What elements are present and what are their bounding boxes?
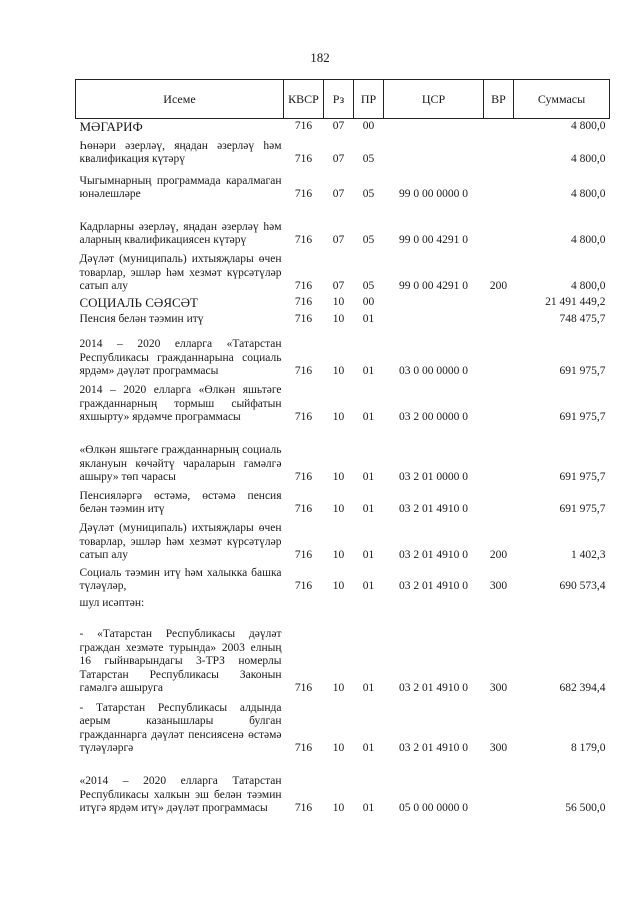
row-rz: 07	[332, 280, 345, 292]
row-vr	[484, 310, 514, 327]
table-row	[76, 696, 610, 756]
table-row	[76, 119, 610, 134]
row-vr	[484, 119, 514, 134]
table-row	[76, 425, 610, 485]
row-vr	[484, 294, 514, 310]
budget-table	[75, 79, 610, 816]
row-name: Пенсия белән тәэмин итү	[79, 313, 204, 325]
row-rz: 10	[332, 411, 345, 423]
row-rz: 10	[332, 802, 345, 814]
row-name: Дәүләт (муниципаль) ихтыяҗлары өчен товарлар, эшләр һәм хезмәт күрсәтүләр сатып алу	[79, 522, 282, 561]
row-csr: 03 2 01 4910 0	[399, 549, 468, 561]
row-csr: 03 2 00 0000 0	[399, 411, 468, 423]
row-pr: 00	[362, 120, 375, 132]
row-csr: 03 2 01 0000 0	[399, 471, 468, 483]
row-vr	[484, 202, 514, 248]
row-sum	[514, 594, 610, 611]
row-name: Дәүләт (муниципаль) ихтыяҗлары өчен товарлар, эшләр һәм хезмәт күрсәтүләр сатып алу	[79, 253, 282, 292]
row-pr: 05	[362, 188, 375, 200]
row-vr	[484, 756, 514, 816]
row-vr	[484, 327, 514, 379]
row-csr: 03 2 01 4910 0	[399, 742, 468, 754]
row-kvsr: 716	[294, 280, 313, 292]
row-csr: 03 2 01 4910 0	[399, 580, 468, 592]
row-kvsr: 716	[294, 153, 313, 165]
header-name: Исеме	[76, 80, 284, 119]
row-name: СОЦИАЛЬ СӘЯСӘТ	[79, 295, 198, 310]
row-sum: 690 573,4	[559, 580, 606, 592]
row-csr	[384, 310, 484, 327]
row-sum: 691 975,7	[559, 503, 606, 515]
row-name: МӘГАРИФ	[79, 119, 143, 134]
row-vr: 200	[489, 280, 508, 292]
row-csr: 03 2 01 4910 0	[399, 503, 468, 515]
header-vr: ВР	[484, 80, 514, 119]
row-vr	[484, 167, 514, 202]
row-kvsr	[284, 594, 324, 611]
table-header-row	[76, 80, 610, 119]
row-vr: 300	[489, 580, 508, 592]
row-kvsr: 716	[294, 120, 313, 132]
row-kvsr: 716	[294, 503, 313, 515]
row-vr: 300	[489, 742, 508, 754]
row-kvsr: 716	[294, 471, 313, 483]
row-name: 2014 – 2020 елларга «Татарстан Республикасы гражданнарына социаль ярдәм» дәүләт программасы	[79, 338, 282, 377]
row-sum: 1 402,3	[571, 549, 606, 561]
row-vr	[484, 594, 514, 611]
table-row	[76, 756, 610, 816]
row-kvsr: 716	[294, 682, 313, 694]
row-name: 2014 – 2020 елларга «Өлкән яшьтәге гражданнарның тормыш сыйфатын яхшырту» ярдәмче программасы	[79, 384, 282, 423]
table-row	[76, 167, 610, 202]
row-sum: 8 179,0	[571, 742, 606, 754]
row-sum: 4 800,0	[571, 234, 606, 246]
row-kvsr: 716	[294, 802, 313, 814]
row-csr	[384, 119, 484, 134]
row-vr: 200	[489, 549, 508, 561]
row-pr: 01	[362, 411, 375, 423]
row-csr: 99 0 00 4291 0	[399, 234, 468, 246]
row-pr: 01	[362, 471, 375, 483]
row-pr: 01	[362, 742, 375, 754]
row-sum: 4 800,0	[571, 188, 606, 200]
row-csr: 03 2 01 4910 0	[399, 682, 468, 694]
row-sum: 691 975,7	[559, 411, 606, 423]
row-kvsr: 716	[294, 234, 313, 246]
row-pr: 01	[362, 313, 375, 325]
row-name: «Өлкән яшьтәге гражданнарның социаль яклануын көчәйтү чараларын гамәлгә ашыру» төп чарасы	[79, 444, 282, 483]
row-name: - Татарстан Республикасы алдында аерым казанышлары булган гражданнарга дәүләт пенсиясенә өстәмә түләүләргә	[79, 701, 282, 754]
row-vr: 300	[489, 682, 508, 694]
table-row	[76, 611, 610, 696]
row-csr	[384, 594, 484, 611]
row-sum: 682 394,4	[559, 682, 606, 694]
row-rz: 10	[332, 549, 345, 561]
row-name: Кадрларны әзерләү, яңадан әзерләү һәм аларның квалификациясен күтәрү	[79, 220, 282, 246]
row-name: - «Татарстан Республикасы дәүләт граждан хезмәте турында» 2003 елның 16 гыйнварындагы 3-ТРЗ номерлы Татарстан Республикасы Законын гамәлгә ашыруга	[79, 628, 282, 694]
row-pr: 01	[362, 580, 375, 592]
row-kvsr: 716	[294, 580, 313, 592]
row-csr: 99 0 00 0000 0	[399, 188, 468, 200]
row-sum: 691 975,7	[559, 365, 606, 377]
page-number: 182	[310, 50, 330, 65]
row-csr: 99 0 00 4291 0	[399, 280, 468, 292]
table-row	[76, 485, 610, 517]
table-row	[76, 594, 610, 611]
row-rz: 10	[332, 682, 345, 694]
row-csr	[384, 134, 484, 167]
row-pr: 05	[362, 280, 375, 292]
table-row	[76, 379, 610, 425]
row-sum: 691 975,7	[559, 471, 606, 483]
row-pr: 01	[362, 365, 375, 377]
header-pr: ПР	[354, 80, 384, 119]
row-kvsr: 716	[294, 188, 313, 200]
row-kvsr: 716	[294, 742, 313, 754]
row-pr	[354, 594, 384, 611]
row-name: «2014 – 2020 елларга Татарстан Республикасы халкын эш белән тәэмин итүгә ярдәм итү» дәүләт программасы	[79, 775, 282, 814]
row-rz: 10	[332, 580, 345, 592]
row-name: Һөнәри әзерләү, яңадан әзерләү һәм квалификация күтәрү	[79, 139, 282, 165]
row-rz	[324, 594, 354, 611]
row-kvsr: 716	[294, 549, 313, 561]
row-kvsr: 716	[294, 296, 313, 308]
row-name: Чыгымнарның программада каралмаган юнәлешләре	[79, 174, 282, 200]
row-kvsr: 716	[294, 313, 313, 325]
header-rz: Рз	[324, 80, 354, 119]
row-rz: 07	[332, 234, 345, 246]
row-pr: 01	[362, 802, 375, 814]
row-rz: 10	[332, 365, 345, 377]
row-pr: 01	[362, 549, 375, 561]
row-rz: 10	[332, 313, 345, 325]
row-vr	[484, 379, 514, 425]
row-pr: 01	[362, 503, 375, 515]
row-name: шул исәптән:	[79, 597, 145, 609]
row-rz: 07	[332, 153, 345, 165]
row-rz: 10	[332, 296, 345, 308]
row-name: Социаль тәэмин итү һәм халыкка башка түләүләр,	[79, 566, 282, 592]
row-sum: 4 800,0	[571, 120, 606, 132]
row-sum: 21 491 449,2	[545, 296, 606, 308]
row-vr	[484, 425, 514, 485]
header-csr: ЦСР	[384, 80, 484, 119]
row-rz: 10	[332, 471, 345, 483]
row-pr: 05	[362, 153, 375, 165]
row-rz: 07	[332, 188, 345, 200]
row-kvsr: 716	[294, 365, 313, 377]
row-kvsr: 716	[294, 411, 313, 423]
row-rz: 10	[332, 742, 345, 754]
row-sum: 748 475,7	[559, 313, 606, 325]
table-row	[76, 517, 610, 563]
row-csr	[384, 294, 484, 310]
row-pr: 05	[362, 234, 375, 246]
table-row	[76, 202, 610, 248]
row-csr: 05 0 00 0000 0	[399, 802, 468, 814]
table-row	[76, 563, 610, 594]
table-row	[76, 294, 610, 310]
row-vr	[484, 134, 514, 167]
row-pr: 01	[362, 682, 375, 694]
row-name: Пенсияләргә өстәмә, өстәмә пенсия белән тәэмин итү	[79, 489, 282, 515]
row-pr: 00	[362, 296, 375, 308]
header-sum: Суммасы	[514, 80, 610, 119]
row-csr: 03 0 00 0000 0	[399, 365, 468, 377]
table-row	[76, 134, 610, 167]
row-rz: 10	[332, 503, 345, 515]
table-row	[76, 248, 610, 294]
row-sum: 4 800,0	[571, 153, 606, 165]
header-kvsr: КВСР	[284, 80, 324, 119]
row-sum: 4 800,0	[571, 280, 606, 292]
row-sum: 56 500,0	[565, 802, 606, 814]
table-row	[76, 310, 610, 327]
row-vr	[484, 485, 514, 517]
row-rz: 07	[332, 120, 345, 132]
table-row	[76, 327, 610, 379]
